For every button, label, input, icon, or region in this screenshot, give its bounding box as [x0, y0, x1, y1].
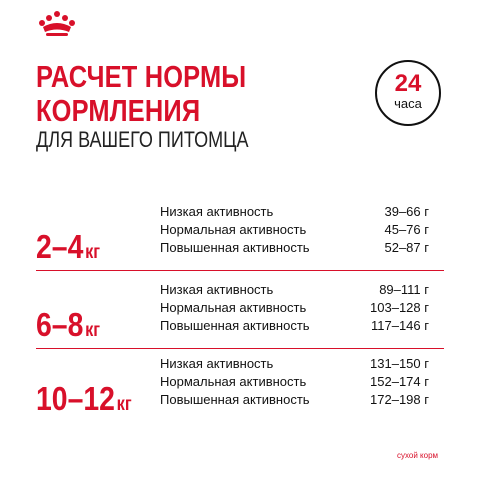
- weight-unit: кг: [85, 320, 101, 341]
- activity-label: Нормальная активность: [160, 222, 307, 237]
- hours-badge-unit: часа: [394, 96, 422, 111]
- feeding-rows: [0, 281, 484, 335]
- weight-range: 10–12: [36, 380, 115, 417]
- amount-value: 52–87 г: [384, 240, 429, 255]
- activity-label: Нормальная активность: [160, 374, 307, 389]
- title-line-2: КОРМЛЕНИЯ: [36, 93, 201, 128]
- amount-value: 131–150 г: [370, 356, 429, 371]
- weight-unit: кг: [116, 394, 132, 415]
- feeding-row-normal: [0, 221, 484, 239]
- weight-range: 6–8: [36, 306, 84, 343]
- weight-unit: кг: [85, 242, 101, 263]
- activity-label: Повышенная активность: [160, 392, 310, 407]
- section-divider: [36, 270, 444, 271]
- footnote: сухой корм: [397, 451, 439, 460]
- feeding-row-low: [0, 203, 484, 221]
- activity-label: Низкая активность: [160, 356, 274, 371]
- feeding-row-high: [0, 391, 484, 409]
- page-title: [36, 60, 246, 128]
- feeding-rows: [0, 355, 484, 409]
- activity-label: Повышенная активность: [160, 318, 310, 333]
- activity-label: Повышенная активность: [160, 240, 310, 255]
- weight-range: 2–4: [36, 228, 84, 265]
- feeding-row-high: [0, 317, 484, 335]
- amount-value: 152–174 г: [370, 374, 429, 389]
- amount-value: 45–76 г: [384, 222, 429, 237]
- section-divider: [36, 348, 444, 349]
- title-line-1: РАСЧЕТ НОРМЫ: [36, 59, 247, 94]
- feeding-row-low: [0, 281, 484, 299]
- feeding-row-low: [0, 355, 484, 373]
- royal-canin-crown-icon: [38, 10, 76, 38]
- weight-section-2-4: [0, 203, 484, 265]
- amount-value: 89–111 г: [379, 282, 429, 297]
- amount-value: 39–66 г: [384, 204, 429, 219]
- hours-badge-number: 24: [394, 70, 422, 97]
- weight-section-10-12: [0, 355, 484, 417]
- feeding-row-normal: [0, 299, 484, 317]
- feeding-row-normal: [0, 373, 484, 391]
- hours-badge: [375, 60, 441, 126]
- feeding-rows: [0, 203, 484, 257]
- feeding-row-high: [0, 239, 484, 257]
- amount-value: 172–198 г: [370, 392, 429, 407]
- weight-section-6-8: [0, 281, 484, 343]
- activity-label: Низкая активность: [160, 282, 274, 297]
- page-subtitle: ДЛЯ ВАШЕГО ПИТОМЦА: [36, 127, 249, 152]
- amount-value: 117–146 г: [371, 318, 429, 333]
- activity-label: Низкая активность: [160, 204, 274, 219]
- activity-label: Нормальная активность: [160, 300, 307, 315]
- amount-value: 103–128 г: [370, 300, 429, 315]
